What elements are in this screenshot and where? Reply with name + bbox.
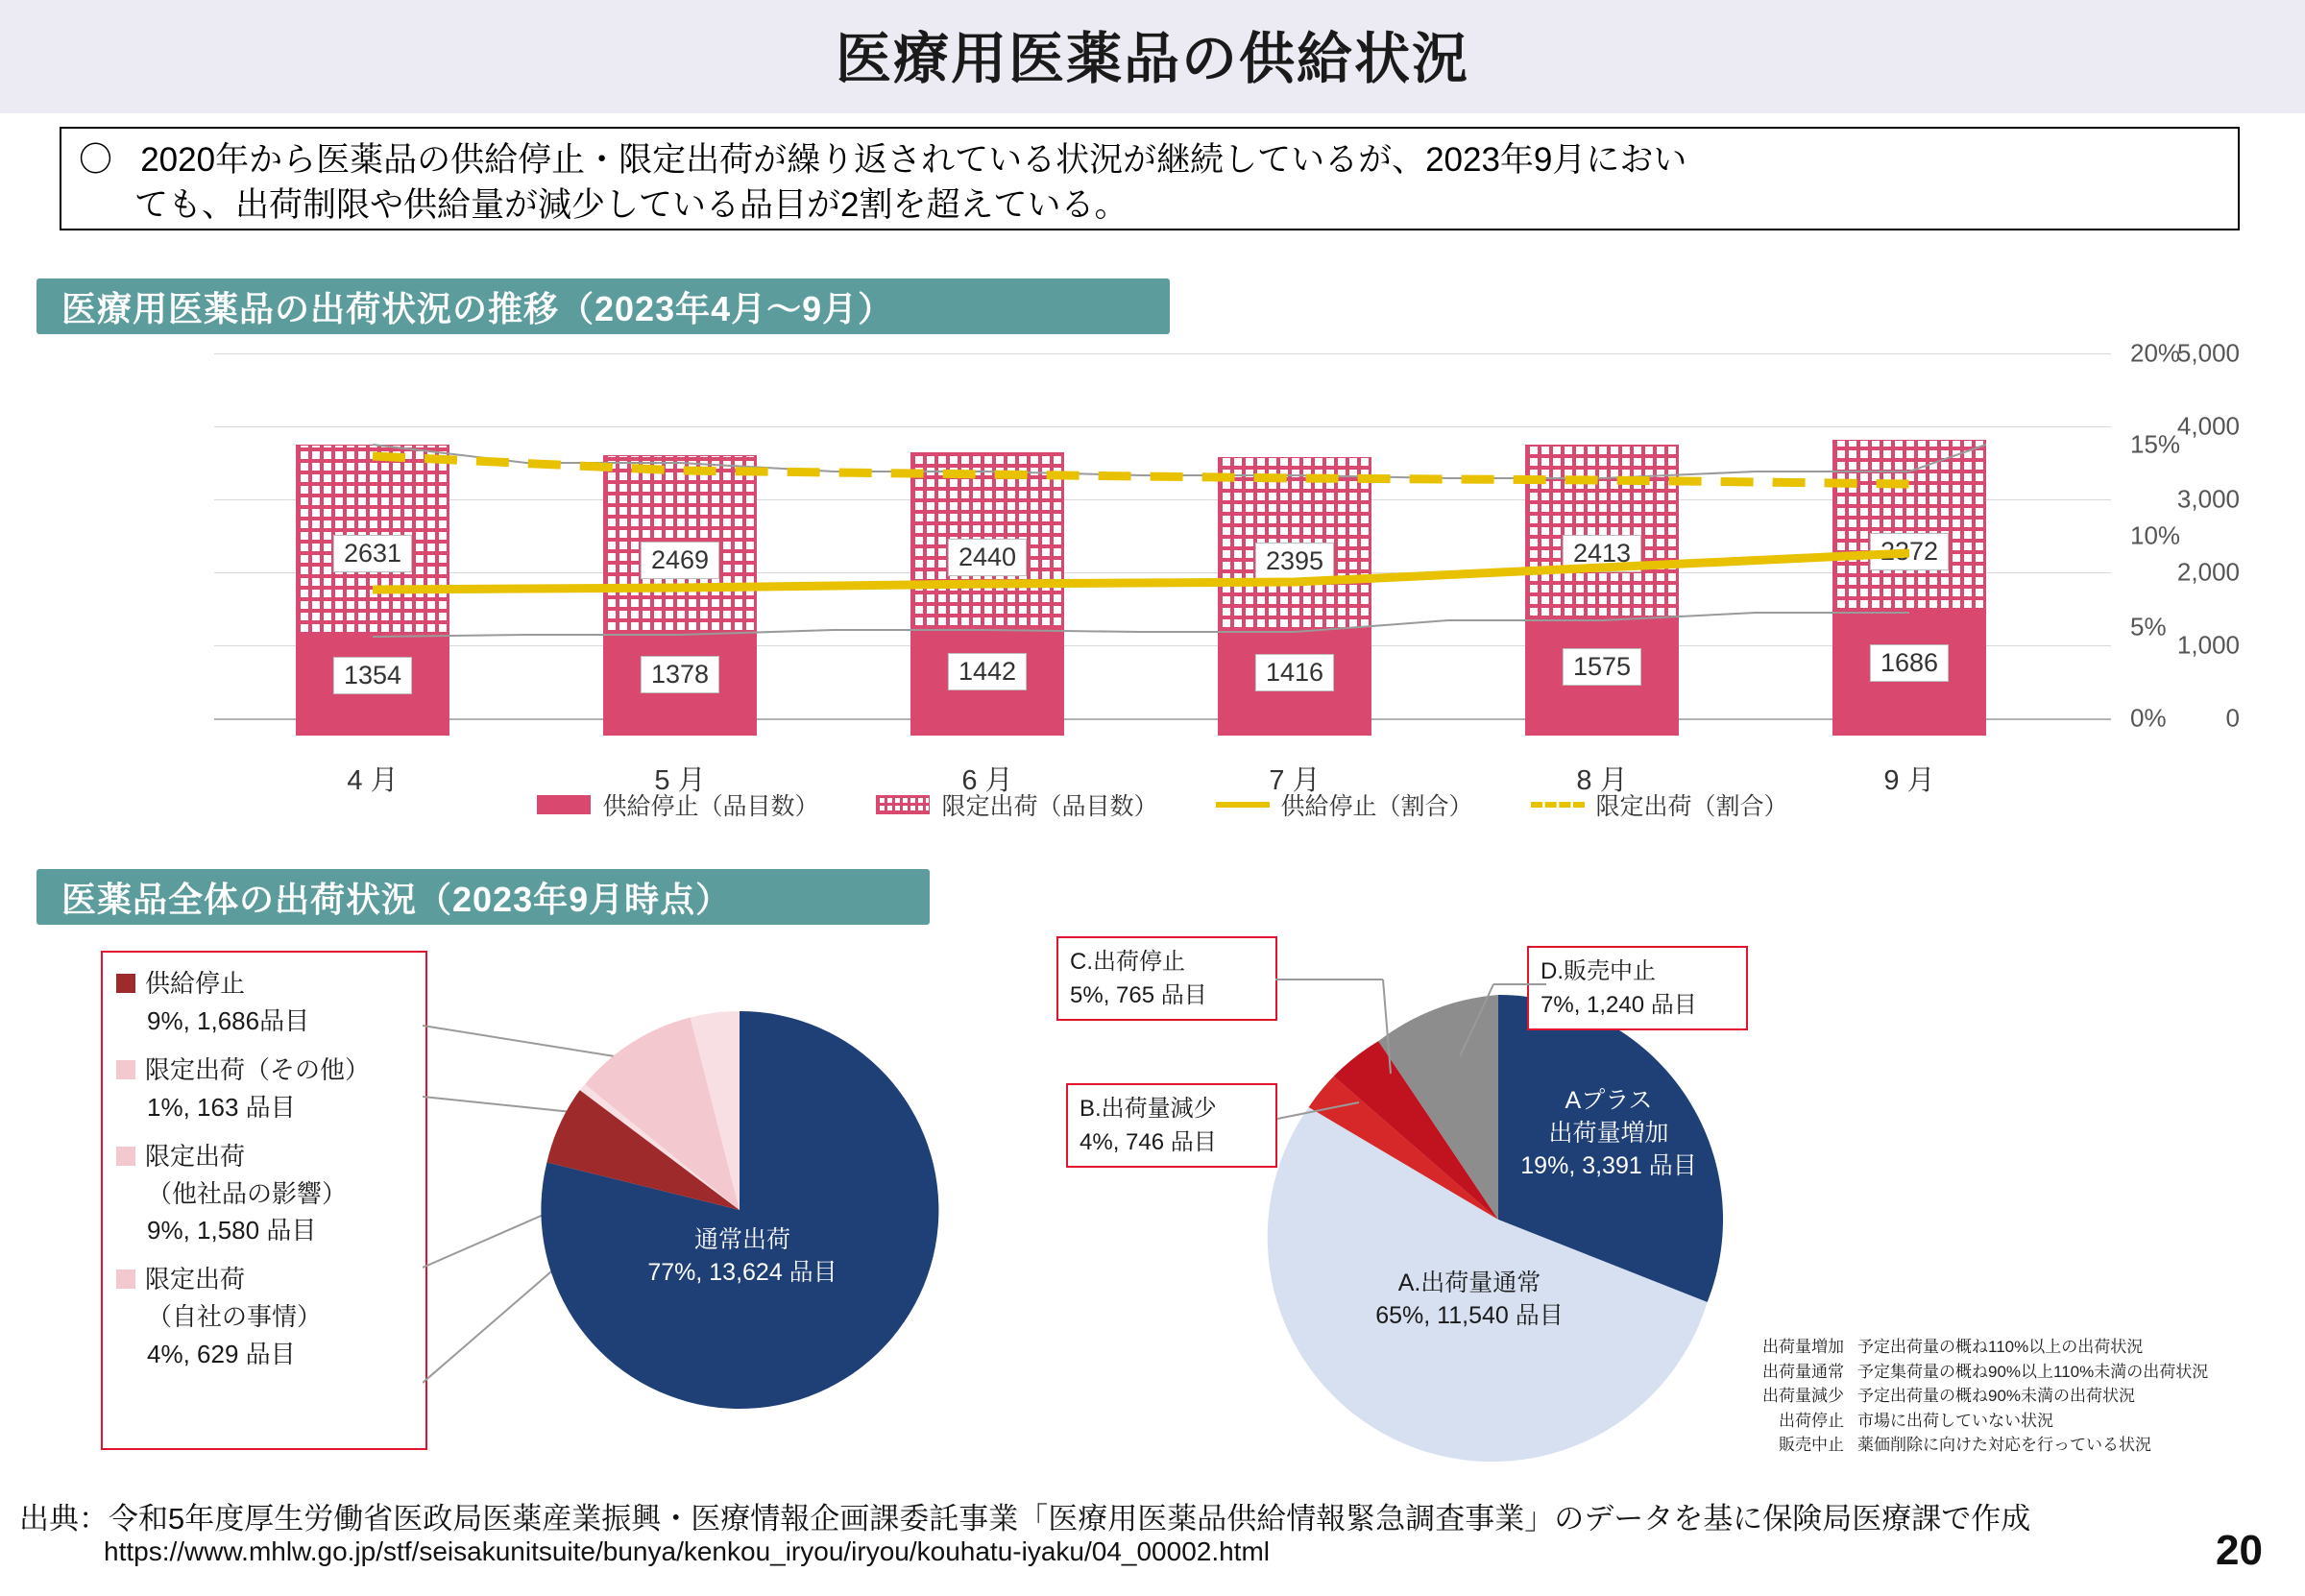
legend-item-limited-ratio <box>1531 787 1788 822</box>
y-tick-left-5000: 5,000 <box>2176 338 2240 368</box>
trend-chart <box>36 338 2265 820</box>
y-tick-right-10: 10% <box>2130 520 2181 550</box>
note-term-decrease: 出荷量減少 <box>1762 1387 1844 1405</box>
section-header-overall <box>36 869 930 925</box>
callout-c-stop <box>1056 936 1277 1021</box>
y-tick-left-4000: 4,000 <box>2176 411 2240 441</box>
y-tick-right-15: 15% <box>2130 429 2181 459</box>
bar-value-limited-sep: 2372 <box>1870 533 1949 570</box>
pie-center-label-normal-title: 通常出荷 <box>693 1226 790 1253</box>
source-url: https://www.mhlw.go.jp/stf/seisakunitsuite/bunya/kenkou_iryou/iryou/kouhatu-iyaku/04_00002.html <box>104 1536 1271 1566</box>
note-desc-normal: 予定集荷量の概ね90%以上110%未満の出荷状況 <box>1857 1362 2209 1381</box>
legend-label-supply-stop-ratio: 供給停止（割合） <box>1280 793 1473 820</box>
note-desc-stop: 市場に出荷していない状況 <box>1857 1411 2053 1430</box>
bar-value-limited-jul: 2395 <box>1255 543 1334 580</box>
lead-text-1: 2020年から医薬品の供給停止・限定出荷が繰り返されている状況が継続しているが、2023年9月におい <box>140 141 1687 179</box>
lead-bullet: 〇 <box>79 141 113 179</box>
legend-value-limited-internal: 4%, 629 品目 <box>147 1340 296 1369</box>
legend-label-supply-stop: 供給停止 <box>145 969 246 998</box>
page-title: 医療用医薬品の供給状況 <box>835 28 1469 90</box>
overall-shipment-pie-svg <box>519 989 960 1431</box>
pie-label-a-normal-name: A.出荷量通常 <box>1397 1270 1541 1296</box>
note-desc-discontinued: 薬価削除に向けた対応を行っている状況 <box>1857 1436 2151 1454</box>
legend-row-limited-external <box>116 1139 414 1174</box>
page-number: 20 <box>2216 1527 2263 1574</box>
y-tick-left-3000: 3,000 <box>2176 484 2240 514</box>
legend-label-supply-stop-count: 供給停止（品目数） <box>602 793 819 820</box>
lead-text-2: ても、出荷制限や供給量が減少している品目が2割を超えている。 <box>134 185 1128 224</box>
legend-value-supply-stop: 9%, 1,686品目 <box>147 1005 310 1035</box>
legend-square-limited-other-icon <box>116 1060 135 1079</box>
trend-plot-area <box>214 371 2111 796</box>
legend-label-limited-ratio: 限定出荷（割合） <box>1595 793 1788 820</box>
bar-value-stop-sep: 1686 <box>1870 644 1949 682</box>
note-row-decrease <box>1719 1384 2257 1409</box>
lead-line-1 <box>79 138 2220 183</box>
legend-value-limited-other: 1%, 163 品目 <box>147 1092 296 1122</box>
callout-d-name: D.販売中止 <box>1541 958 1656 984</box>
note-term-stop: 出荷停止 <box>1779 1411 1844 1430</box>
bar-value-stop-jun: 1442 <box>948 653 1027 690</box>
overall-shipment-pie <box>519 989 960 1431</box>
x-label-sep: 9 月 <box>1883 765 1935 796</box>
callout-b-name: B.出荷量減少 <box>1080 1096 1217 1122</box>
bar-value-limited-aug: 2413 <box>1563 535 1641 572</box>
source-text: 出典：令和5年度厚生労働省医政局医薬産業振興・医療情報企画課委託事業「医療用医薬品供給情報緊急調査事業」のデータを基に保険局医療課で作成 <box>19 1502 2031 1536</box>
note-desc-increase: 予定出荷量の概ね110%以上の出荷状況 <box>1857 1338 2144 1356</box>
legend-item-limited-count <box>876 787 1157 822</box>
section-title-overall: 医薬品全体の出荷状況（2023年9月時点） <box>61 879 732 919</box>
note-row-discontinued <box>1719 1433 2257 1458</box>
pie-center-label-normal-value: 77%, 13,624 品目 <box>647 1258 837 1286</box>
legend-row-limited-other <box>116 1052 414 1088</box>
note-term-increase: 出荷量増加 <box>1762 1338 1844 1356</box>
y-tick-right-5: 5% <box>2130 612 2167 641</box>
bar-value-stop-apr: 1354 <box>333 657 412 694</box>
legend-label-limited-internal: 限定出荷 <box>145 1265 246 1294</box>
note-term-discontinued: 販売中止 <box>1779 1436 1844 1454</box>
note-row-increase <box>1719 1335 2257 1360</box>
left-pie-legend-box <box>101 951 427 1450</box>
pie-label-a-plus-name2: 出荷量増加 <box>1548 1119 1669 1147</box>
x-label-jun: 6 月 <box>961 765 1013 796</box>
pie-center-label-normal <box>603 1224 882 1290</box>
legend-square-limited-internal-icon <box>116 1270 135 1289</box>
legend-sub-limited-external: （他社品の影響） <box>147 1178 348 1208</box>
bar-value-limited-apr: 2631 <box>333 535 412 572</box>
line-supply-stop-ratio <box>373 553 1909 590</box>
legend-swatch-line-icon <box>1216 802 1270 808</box>
legend-item-supply-stop-count <box>537 787 818 822</box>
bar-value-stop-jul: 1416 <box>1255 654 1334 691</box>
section-title-trend: 医療用医薬品の出荷状況の推移（2023年4月〜9月） <box>61 288 894 328</box>
y-tick-right-20: 20% <box>2130 338 2181 368</box>
trend-lines <box>214 371 2111 755</box>
lead-statement-box <box>60 127 2240 230</box>
pie-label-a-normal-value: 65%, 11,540 品目 <box>1375 1301 1564 1329</box>
legend-row-supply-stop <box>116 966 414 1002</box>
line-limited-ratio <box>373 456 1909 484</box>
bar-value-stop-may: 1378 <box>641 656 719 693</box>
pie-label-a-plus-name: Aプラス <box>1565 1087 1653 1114</box>
section-header-trend <box>36 278 1170 334</box>
callout-b-decrease <box>1066 1083 1277 1168</box>
pie-label-a-normal <box>1340 1268 1599 1333</box>
x-label-aug: 8 月 <box>1576 765 1628 796</box>
note-row-normal <box>1719 1360 2257 1385</box>
legend-value-limited-external: 9%, 1,580 品目 <box>147 1216 317 1245</box>
x-label-apr: 4 月 <box>347 765 399 796</box>
legend-square-supply-stop-icon <box>116 974 135 993</box>
legend-label-limited-external: 限定出荷 <box>145 1141 246 1171</box>
y-tick-left-2000: 2,000 <box>2176 557 2240 587</box>
y-tick-left-1000: 1,000 <box>2176 630 2240 660</box>
callout-c-stop-value: 5%, 765 品目 <box>1070 981 1207 1008</box>
note-term-normal: 出荷量通常 <box>1762 1362 1844 1381</box>
y-tick-left-0: 0 <box>2225 703 2240 733</box>
legend-square-limited-external-icon <box>116 1147 135 1166</box>
category-definitions-note <box>1719 1335 2257 1458</box>
callout-c-stop-name: C.出荷停止 <box>1070 949 1185 975</box>
note-desc-decrease: 予定出荷量の概ね90%未満の出荷状況 <box>1857 1387 2136 1405</box>
legend-sub-limited-internal: （自社の事情） <box>147 1302 323 1332</box>
bar-value-limited-may: 2469 <box>641 542 719 579</box>
note-row-stop <box>1719 1409 2257 1434</box>
x-label-jul: 7 月 <box>1269 765 1321 796</box>
legend-row-limited-internal <box>116 1262 414 1297</box>
legend-swatch-solid-icon <box>537 795 591 814</box>
callout-b-value: 4%, 746 品目 <box>1080 1128 1217 1155</box>
trend-legend <box>214 787 2111 822</box>
legend-swatch-dash-icon <box>1531 802 1585 808</box>
pie-label-a-plus-value: 19%, 3,391 品目 <box>1520 1151 1697 1179</box>
callout-d-value: 7%, 1,240 品目 <box>1541 991 1697 1018</box>
legend-label-limited-count: 限定出荷（品目数） <box>941 793 1158 820</box>
legend-swatch-hatch-icon <box>876 795 930 814</box>
y-tick-right-0: 0% <box>2130 703 2167 733</box>
gridline-5000 <box>214 353 2111 354</box>
x-label-may: 5 月 <box>654 765 706 796</box>
right-pie-connectors <box>1268 960 1710 1191</box>
legend-label-limited-other: 限定出荷（その他） <box>145 1054 371 1084</box>
legend-item-supply-stop-ratio <box>1216 787 1473 822</box>
bar-value-limited-jun: 2440 <box>948 539 1027 576</box>
bar-value-stop-aug: 1575 <box>1563 648 1641 686</box>
